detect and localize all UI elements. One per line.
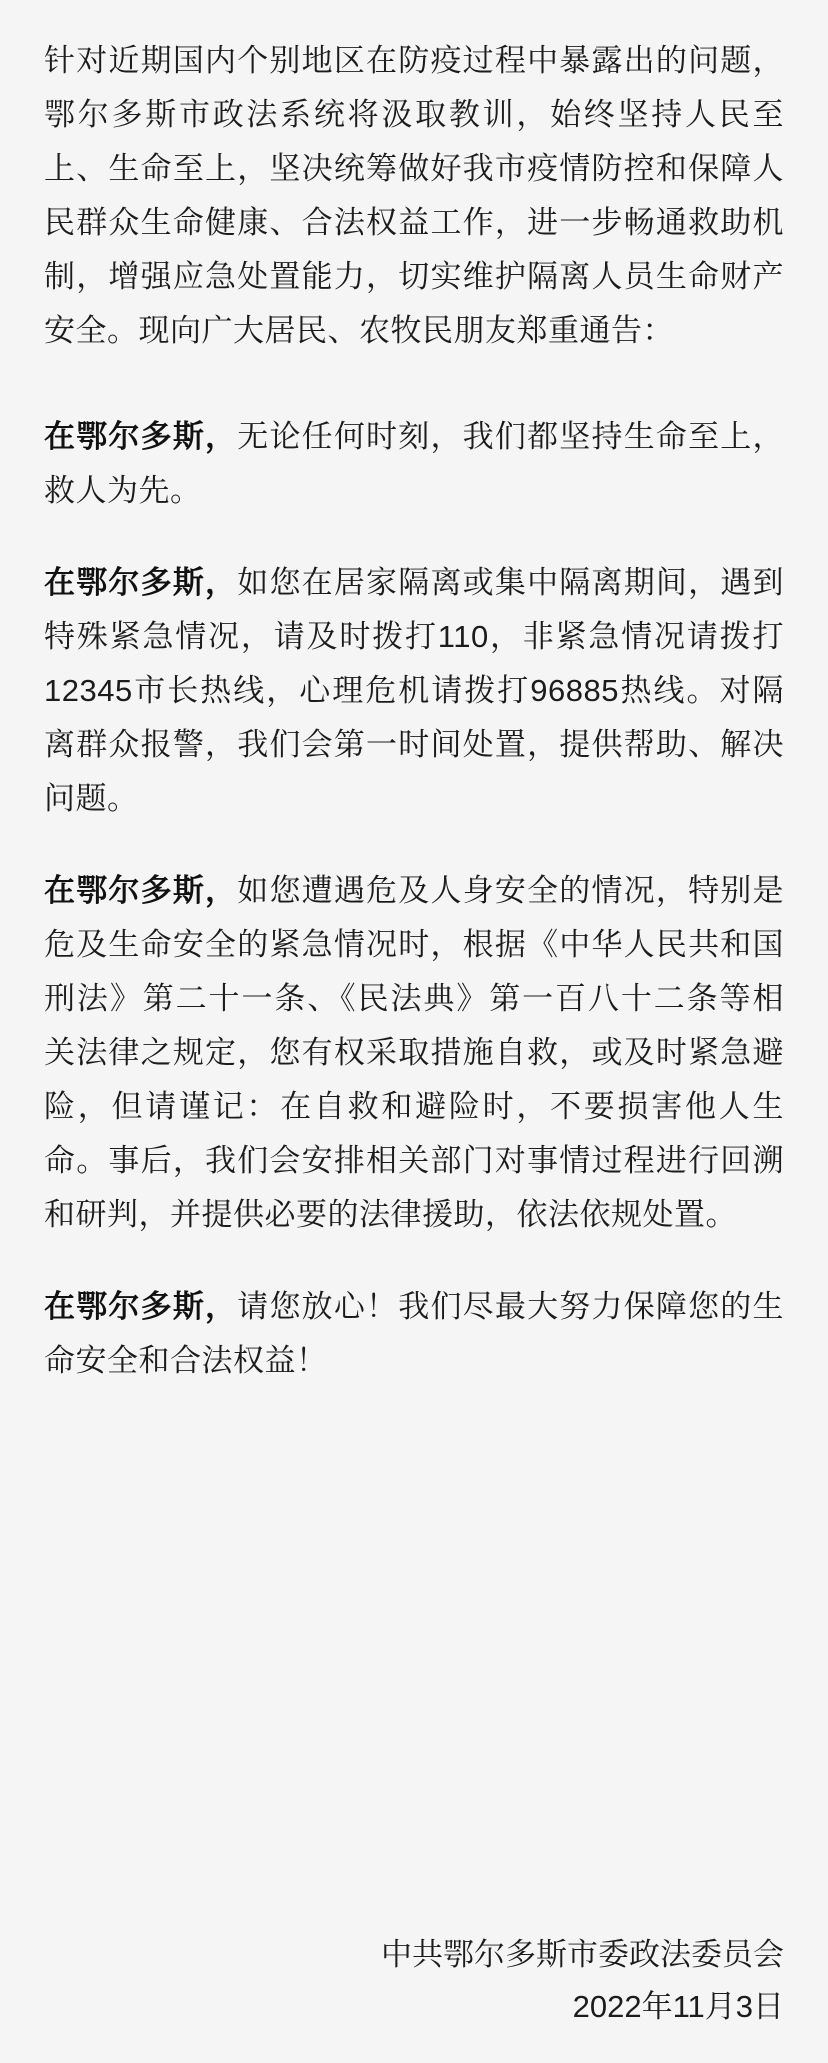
paragraph-text: 针对近期国内个别地区在防疫过程中暴露出的问题，鄂尔多斯市政法系统将汲取教训，始终坚持人民至上、生命至上，坚决统筹做好我市疫情防控和保障人民群众生命健康、合法权益工作，进一步畅通救助机制，增强应急处置能力，切实维护隔离人员生命财产安全。现向广大居民、农牧民朋友郑重通告： <box>44 43 784 348</box>
paragraph-lead: 在鄂尔多斯， <box>44 1289 238 1324</box>
paragraph-life-first <box>44 410 784 518</box>
signature-date: 2022年11月3日 <box>572 1989 784 2024</box>
paragraph-text: 请您放心！我们尽最大努力保障您的生命安全和合法权益！ <box>44 1289 785 1378</box>
signature-issuer: 中共鄂尔多斯市委政法委员会 <box>381 1937 784 1972</box>
paragraph-lead: 在鄂尔多斯， <box>44 873 238 908</box>
signature-block <box>44 1929 784 2033</box>
paragraph-text: 如您在居家隔离或集中隔离期间，遇到特殊紧急情况，请及时拨打110，非紧急情况请拨打12345市长热线，心理危机请拨打96885热线。对隔离群众报警，我们会第一时间处置，提供帮助、解决问题。 <box>44 565 785 816</box>
paragraph-lead: 在鄂尔多斯， <box>44 419 238 454</box>
paragraph-text: 无论任何时刻，我们都坚持生命至上，救人为先。 <box>44 419 785 508</box>
paragraph-lead: 在鄂尔多斯， <box>44 565 238 600</box>
layout-spacer <box>44 1426 784 1899</box>
paragraph-legal-rights <box>44 864 784 1242</box>
paragraph-text: 如您遭遇危及人身安全的情况，特别是危及生命安全的紧急情况时，根据《中华人民共和国刑法》第二十一条、《民法典》第一百八十二条等相关法律之规定，您有权采取措施自救，或及时紧急避险，但请谨记：在自救和避险时，不要损害他人生命。事后，我们会安排相关部门对事情过程进行回溯和研判，并提供必要的法律援助，依法依规处置。 <box>44 873 785 1232</box>
paragraph-reassurance <box>44 1280 784 1388</box>
paragraph-hotlines <box>44 556 784 826</box>
paragraph-intro <box>44 34 784 358</box>
